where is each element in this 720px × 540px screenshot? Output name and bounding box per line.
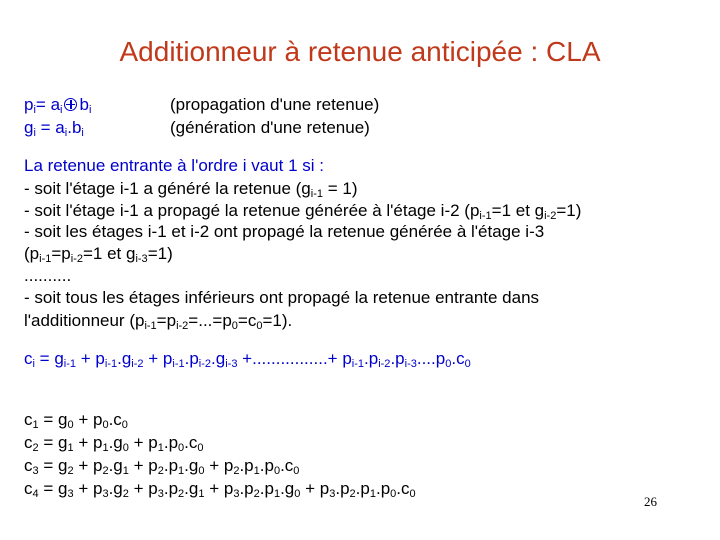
condition-1: - soit l'étage i-1 a généré la retenue $(g_{i-1} = 1)$ xyxy=(24,179,358,200)
condition-4-detail: l'additionneur $(p_{i-1}=p_{i-2}=...=p_0=c_0=1)$. xyxy=(24,311,293,332)
intro-text: La retenue entrante à l'ordre i vaut 1 si : xyxy=(24,156,324,175)
ellipsis: .......... xyxy=(24,266,72,285)
xor-icon xyxy=(64,98,77,111)
equation-c4: $c_4 = g_3 + p_3.g_2 + p_3.p_2.g_1 + p_3.p_2.p_1.g_0 + p_3.p_2.p_1.p_0.c_0$ xyxy=(24,479,416,500)
general-carry-formula: $c_i = g_{i-1} + p_{i-1}.g_{i-2} + p_{i-1}.p_{i-2}.g_{i-3}$ +................+ $p_{i-1}.p_{i-2}.p_{i-3}....p_0.c_0$ xyxy=(24,349,471,370)
generation-formula: $g_i = a_i.b_i$ xyxy=(24,118,84,139)
condition-3: - soit les étages i-1 et i-2 ont propagé la retenue générée à l'étage i-3 xyxy=(24,222,545,241)
condition-2: - soit l'étage i-1 a propagé la retenue générée à l'étage i-2 ($p_{i-1}=1$ et $g_{i-2}=1$) xyxy=(24,201,582,222)
equation-c3: $c_3 = g_2 + p_2.g_1 + p_2.p_1.g_0 + p_2.p_1.p_0.c_0$ xyxy=(24,456,300,477)
equation-c1: $c_1 = g_0 + p_0.c_0$ xyxy=(24,410,128,431)
condition-3-detail: ($p_{i-1}=p_{i-2}=1$ et $g_{i-3}=1$) xyxy=(24,244,173,265)
propagation-description: (propagation d'une retenue) xyxy=(170,95,380,114)
page-number: 26 xyxy=(644,494,657,509)
generation-description: (génération d'une retenue) xyxy=(170,118,370,137)
slide-title: Additionneur à retenue anticipée : CLA xyxy=(119,36,601,67)
equation-c2: $c_2 = g_1 + p_1.g_0 + p_1.p_0.c_0$ xyxy=(24,433,204,454)
condition-4: - soit tous les étages inférieurs ont propagé la retenue entrante dans xyxy=(24,288,540,307)
propagation-formula: $p_i= a_i$ $b_i$ xyxy=(24,95,92,116)
